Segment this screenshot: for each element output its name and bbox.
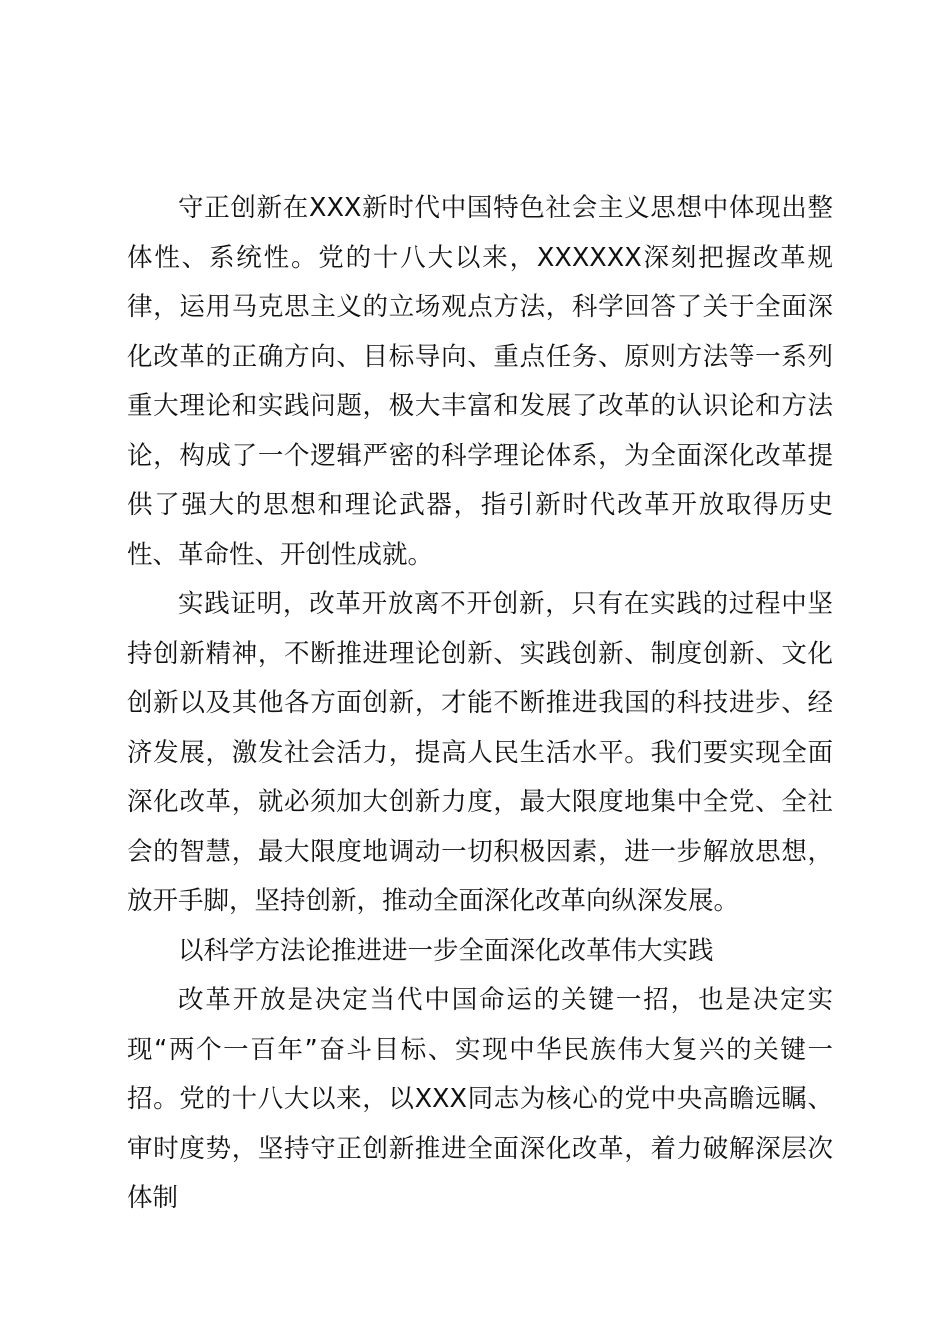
section-heading: 以科学方法论推进进一步全面深化改革伟大实践 xyxy=(178,935,714,966)
document-body xyxy=(127,184,833,1224)
paragraph-3: 改革开放是决定当代中国命运的关键一招，也是决定实现“两个一百年”奋斗目标、实现中华民族伟大复兴的关键一招。党的十八大以来，以XXX同志为核心的党中央高瞻远瞩、审时度势，坚持守正创新推进全面深化改革，着力破解深层次体制 xyxy=(127,985,833,1213)
paragraph-1: 守正创新在XXX新时代中国特色社会主义思想中体现出整体性、系统性。党的十八大以来，XXXXXX深刻把握改革规律，运用马克思主义的立场观点方法，科学回答了关于全面深化改革的正确方向、目标导向、重点任务、原则方法等一系列重大理论和实践问题，极大丰富和发展了改革的认识论和方法论，构成了一个逻辑严密的科学理论体系，为全面深化改革提供了强大的思想和理论武器，指引新时代改革开放取得历史性、革命性、开创性成就。 xyxy=(127,193,833,570)
paragraph-2: 实践证明，改革开放离不开创新，只有在实践的过程中坚持创新精神，不断推进理论创新、实践创新、制度创新、文化创新以及其他各方面创新，才能不断推进我国的科技进步、经济发展，激发社会活力，提高人民生活水平。我们要实现全面深化改革，就必须加大创新力度，最大限度地集中全党、全社会的智慧，最大限度地调动一切积极因素，进一步解放思想，放开手脚，坚持创新，推动全面深化改革向纵深发展。 xyxy=(127,589,833,916)
